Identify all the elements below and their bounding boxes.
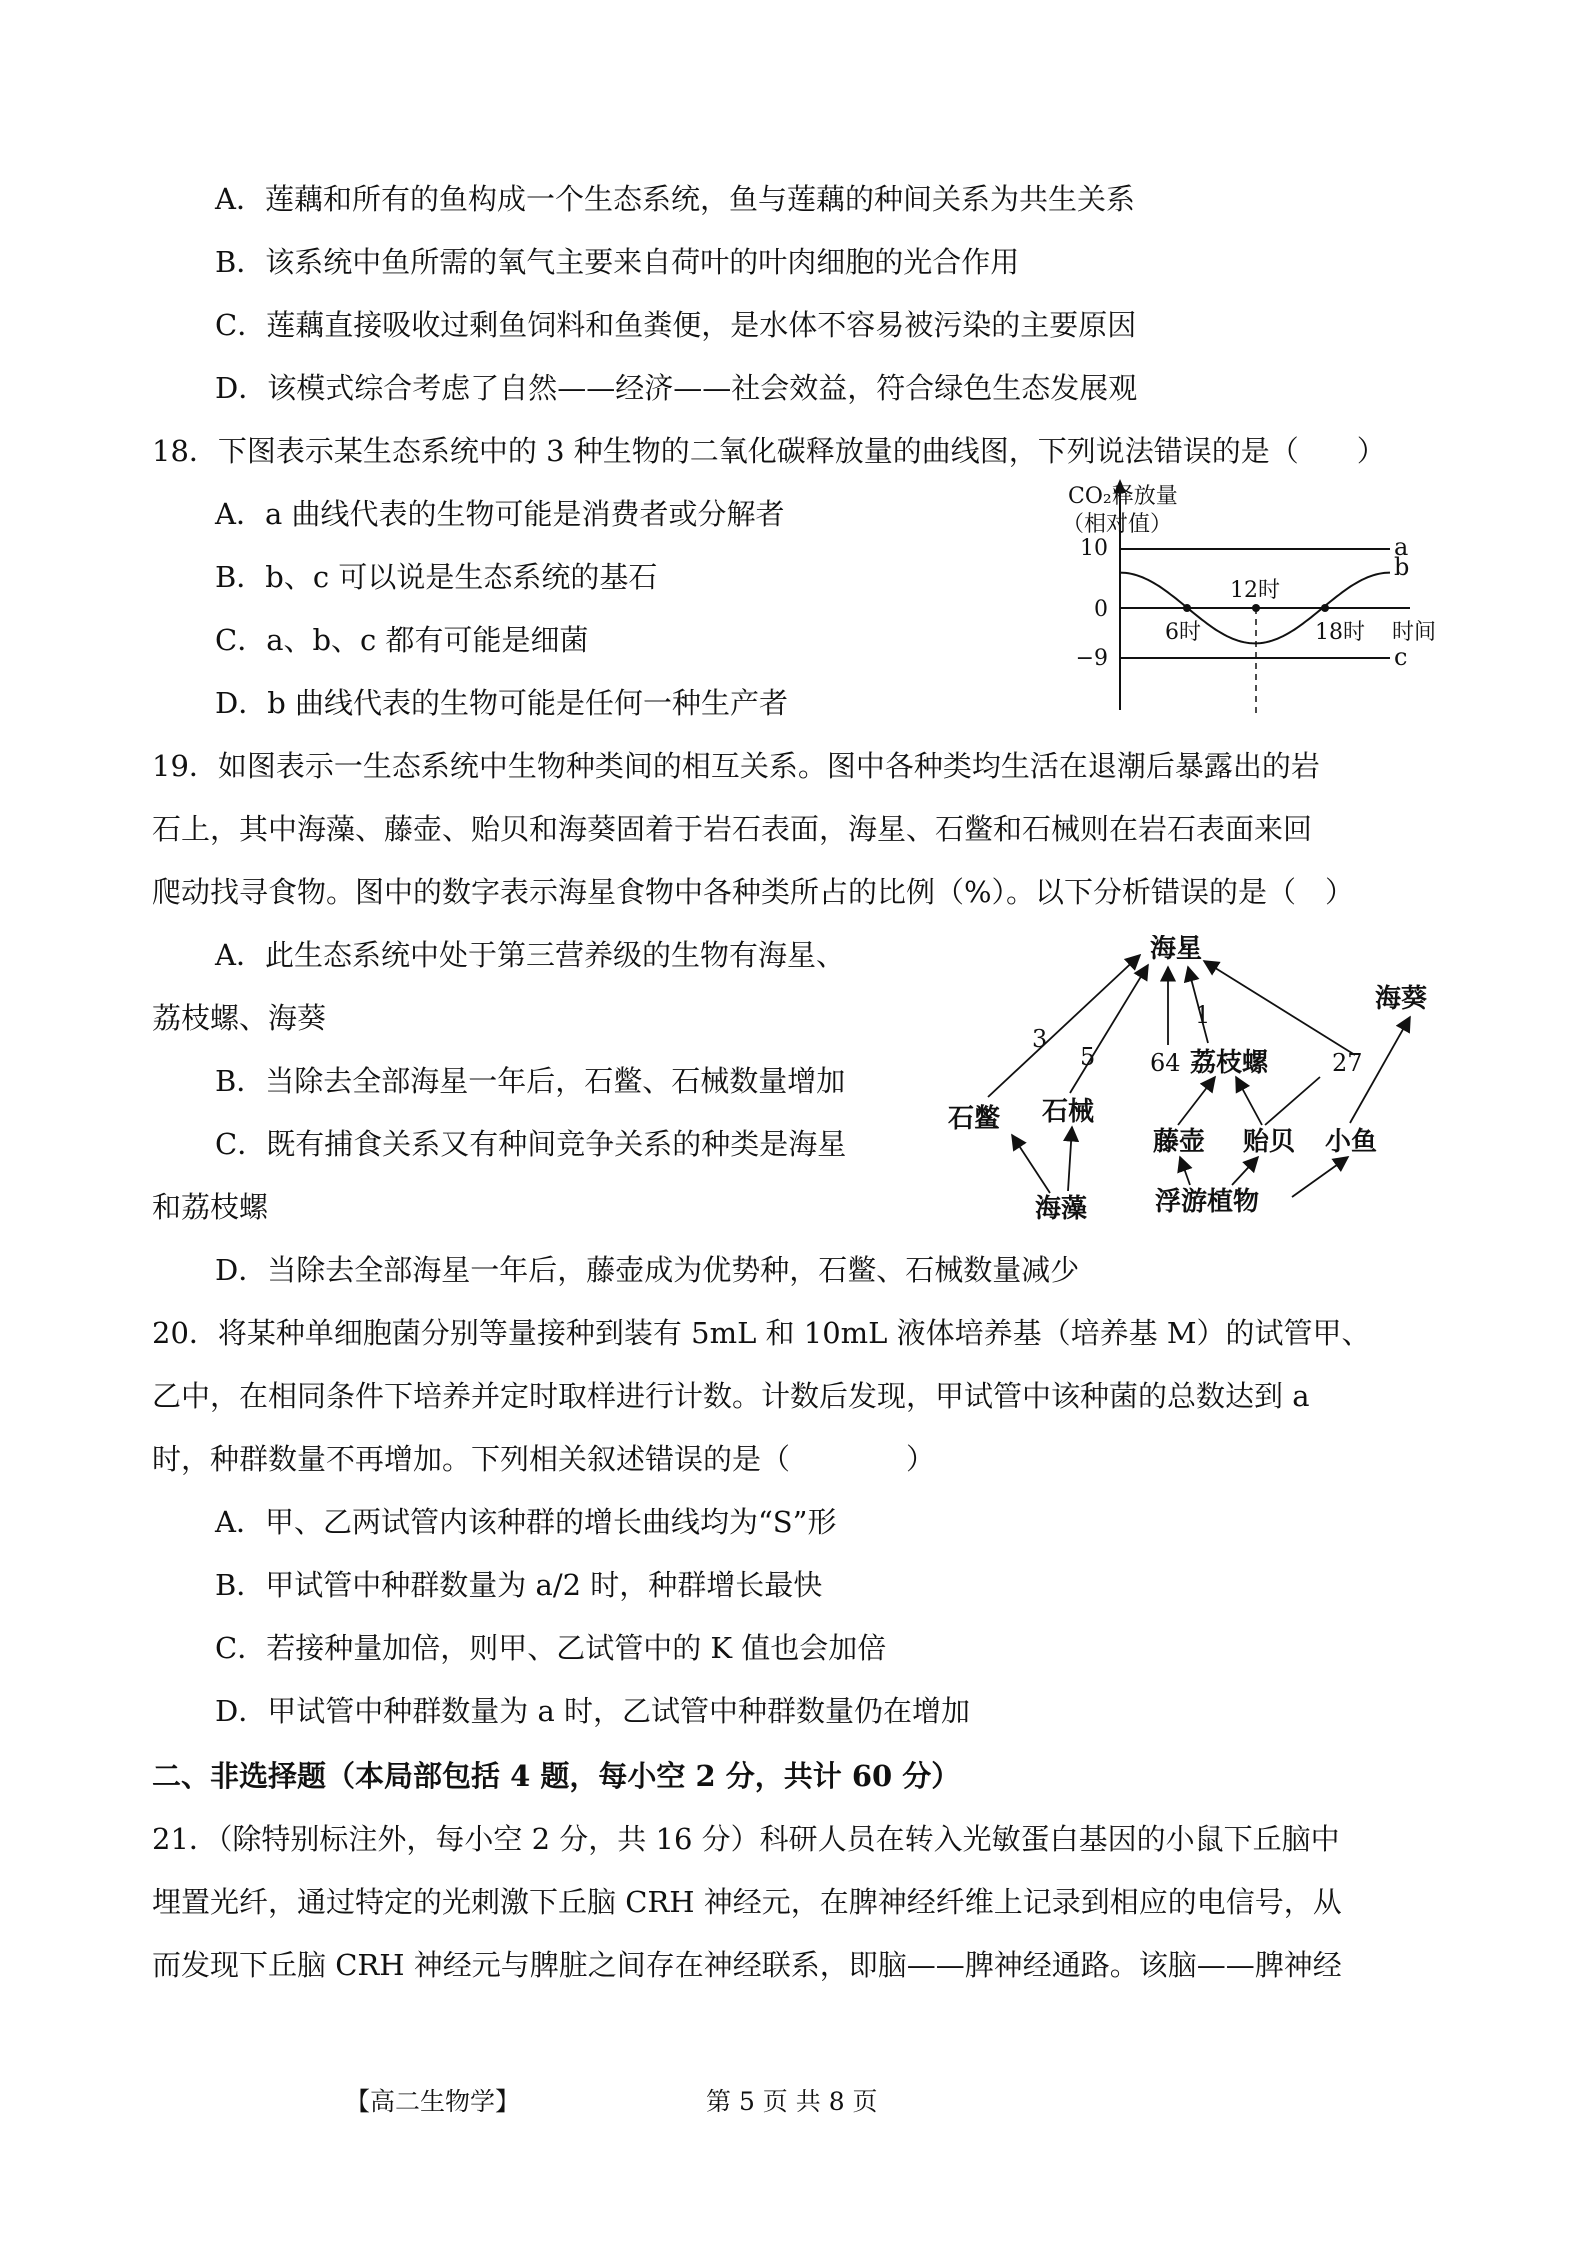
y-axis-label-1: CO₂释放量 [1068,484,1178,509]
y-axis-label-2: （相对值） [1062,512,1173,537]
node-seaweed: 海藻 [1035,1194,1088,1224]
time-label-18h: 18时 [1315,620,1365,645]
co2-release-chart [1060,475,1460,715]
q19-option-b: B．当除去全部海星一年后，石鳖、石械数量增加 [215,1064,846,1098]
q19-option-d: D．当除去全部海星一年后，藤壶成为优势种，石鳖、石械数量减少 [215,1253,1080,1287]
y-tick-neg9: −9 [1075,646,1108,671]
node-sea-star: 海星 [1150,935,1203,964]
q19-option-a: A．此生态系统中处于第三营养级的生物有海星、 [215,938,845,972]
q21-line-2: 埋置光纤，通过特定的光刺激下丘脑 CRH 神经元，在脾神经纤维上记录到相应的电信号，从 [152,1885,1342,1919]
pct-chiton: 3 [1032,1025,1048,1053]
arrow-fish-seastar [1204,961,1355,1055]
time-label-12h: 12时 [1230,578,1280,603]
q17-option-c: C．莲藕直接吸收过剩鱼饲料和鱼粪便，是水体不容易被污染的主要原因 [215,308,1137,342]
q20-option-c: C．若接种量加倍，则甲、乙试管中的 K 值也会加倍 [215,1631,887,1665]
pct-fish: 27 [1332,1049,1363,1077]
arrow-mussel-whelk [1236,1077,1262,1125]
q19-stem-line-3: 爬动找寻食物。图中的数字表示海星食物中各种类所占的比例（%）。以下分析错误的是（ ） [152,875,1355,909]
q20-option-d: D．甲试管中种群数量为 a 时，乙试管中种群数量仍在增加 [215,1694,970,1728]
q18-option-a: A．a 曲线代表的生物可能是消费者或分解者 [215,497,785,531]
pct-barnacle: 64 [1150,1049,1181,1077]
arrow-seaweed-limpet [1068,1127,1072,1191]
q21-line-1: 21．（除特别标注外，每小空 2 分，共 16 分）科研人员在转入光敏蛋白基因的小鼠下丘脑中 [152,1822,1340,1856]
arrow-plankton-fish [1292,1157,1348,1197]
node-limpet: 石械 [1042,1097,1095,1127]
q18-option-c: C．a、b、c 都有可能是细菌 [215,623,589,657]
q20-option-a: A．甲、乙两试管内该种群的增长曲线均为“S”形 [215,1505,837,1539]
q19-option-c-cont: 和荔枝螺 [152,1190,269,1224]
food-web-diagram [940,935,1460,1235]
curve-label-c: c [1394,643,1408,671]
y-tick-0: 0 [1094,597,1108,622]
curve-label-a: a [1394,533,1409,561]
y-tick-10: 10 [1080,536,1108,561]
q18-stem: 18．下图表示某生态系统中的 3 种生物的二氧化碳释放量的曲线图，下列说法错误的是（ ） [152,434,1386,468]
node-mussel: 贻贝 [1243,1127,1296,1157]
q19-stem-line-2: 石上，其中海藻、藤壶、贻贝和海葵固着于岩石表面，海星、石鳖和石械则在岩石表面来回 [152,812,1313,846]
q19-option-c: C．既有捕食关系又有种间竞争关系的种类是海星 [215,1127,847,1161]
arrow-plankton-barnacle [1180,1157,1190,1185]
point-6h [1183,604,1191,612]
q20-stem-line-2: 乙中，在相同条件下培养并定时取样进行计数。计数后发现，甲试管中该种菌的总数达到 a [152,1379,1310,1413]
q20-stem-line-1: 20．将某种单细胞菌分别等量接种到装有 5mL 和 10mL 液体培养基（培养基 M）的试管甲、 [152,1316,1371,1350]
footer-subject: 【高二生物学】 [345,2087,521,2116]
arrow-chiton-seastar [988,955,1140,1097]
point-12h [1252,604,1260,612]
pct-whelk: 1 [1195,1001,1211,1029]
q17-option-d: D．该模式综合考虑了自然——经济——社会效益，符合绿色生态发展观 [215,371,1138,405]
arrow-plankton-mussel [1232,1157,1258,1185]
point-18h [1321,604,1329,612]
section-2-heading: 二、非选择题（本局部包括 4 题，每小空 2 分，共计 60 分） [152,1759,961,1793]
q17-option-b: B．该系统中鱼所需的氧气主要来自荷叶的叶肉细胞的光合作用 [215,245,1020,279]
q18-option-d: D．b 曲线代表的生物可能是任何一种生产者 [215,686,789,720]
q20-option-b: B．甲试管中种群数量为 a/2 时，种群增长最快 [215,1568,823,1602]
q21-line-3: 而发现下丘脑 CRH 神经元与脾脏之间存在神经联系，即脑——脾神经通路。该脑——脾神经 [152,1948,1342,1982]
node-barnacle: 藤壶 [1153,1127,1206,1157]
node-phytoplankton: 浮游植物 [1155,1187,1260,1217]
arrow-barnacle-whelk [1178,1077,1215,1125]
node-chiton: 石鳖 [948,1104,1001,1134]
curve-label-b: b [1394,553,1410,581]
x-axis-label: 时间 [1392,620,1437,645]
node-small-fish: 小鱼 [1325,1127,1378,1157]
q19-option-a-cont: 荔枝螺、海葵 [152,1001,327,1035]
arrow-mussel-27-line [1265,1077,1320,1125]
footer-page-number: 第 5 页 共 8 页 [706,2087,878,2116]
q17-option-a: A．莲藕和所有的鱼构成一个生态系统，鱼与莲藕的种间关系为共生关系 [215,182,1135,216]
q20-stem-line-3: 时，种群数量不再增加。下列相关叙述错误的是（ ） [152,1442,936,1476]
q19-stem-line-1: 19．如图表示一生态系统中生物种类间的相互关系。图中各种类均生活在退潮后暴露出的岩 [152,749,1320,783]
node-whelk: 荔枝螺 [1190,1048,1269,1078]
time-label-6h: 6时 [1165,620,1201,645]
pct-limpet: 5 [1080,1043,1096,1071]
arrow-seaweed-chiton [1012,1135,1050,1193]
node-sea-anemone: 海葵 [1375,984,1428,1014]
q18-option-b: B．b、c 可以说是生态系统的基石 [215,560,658,594]
